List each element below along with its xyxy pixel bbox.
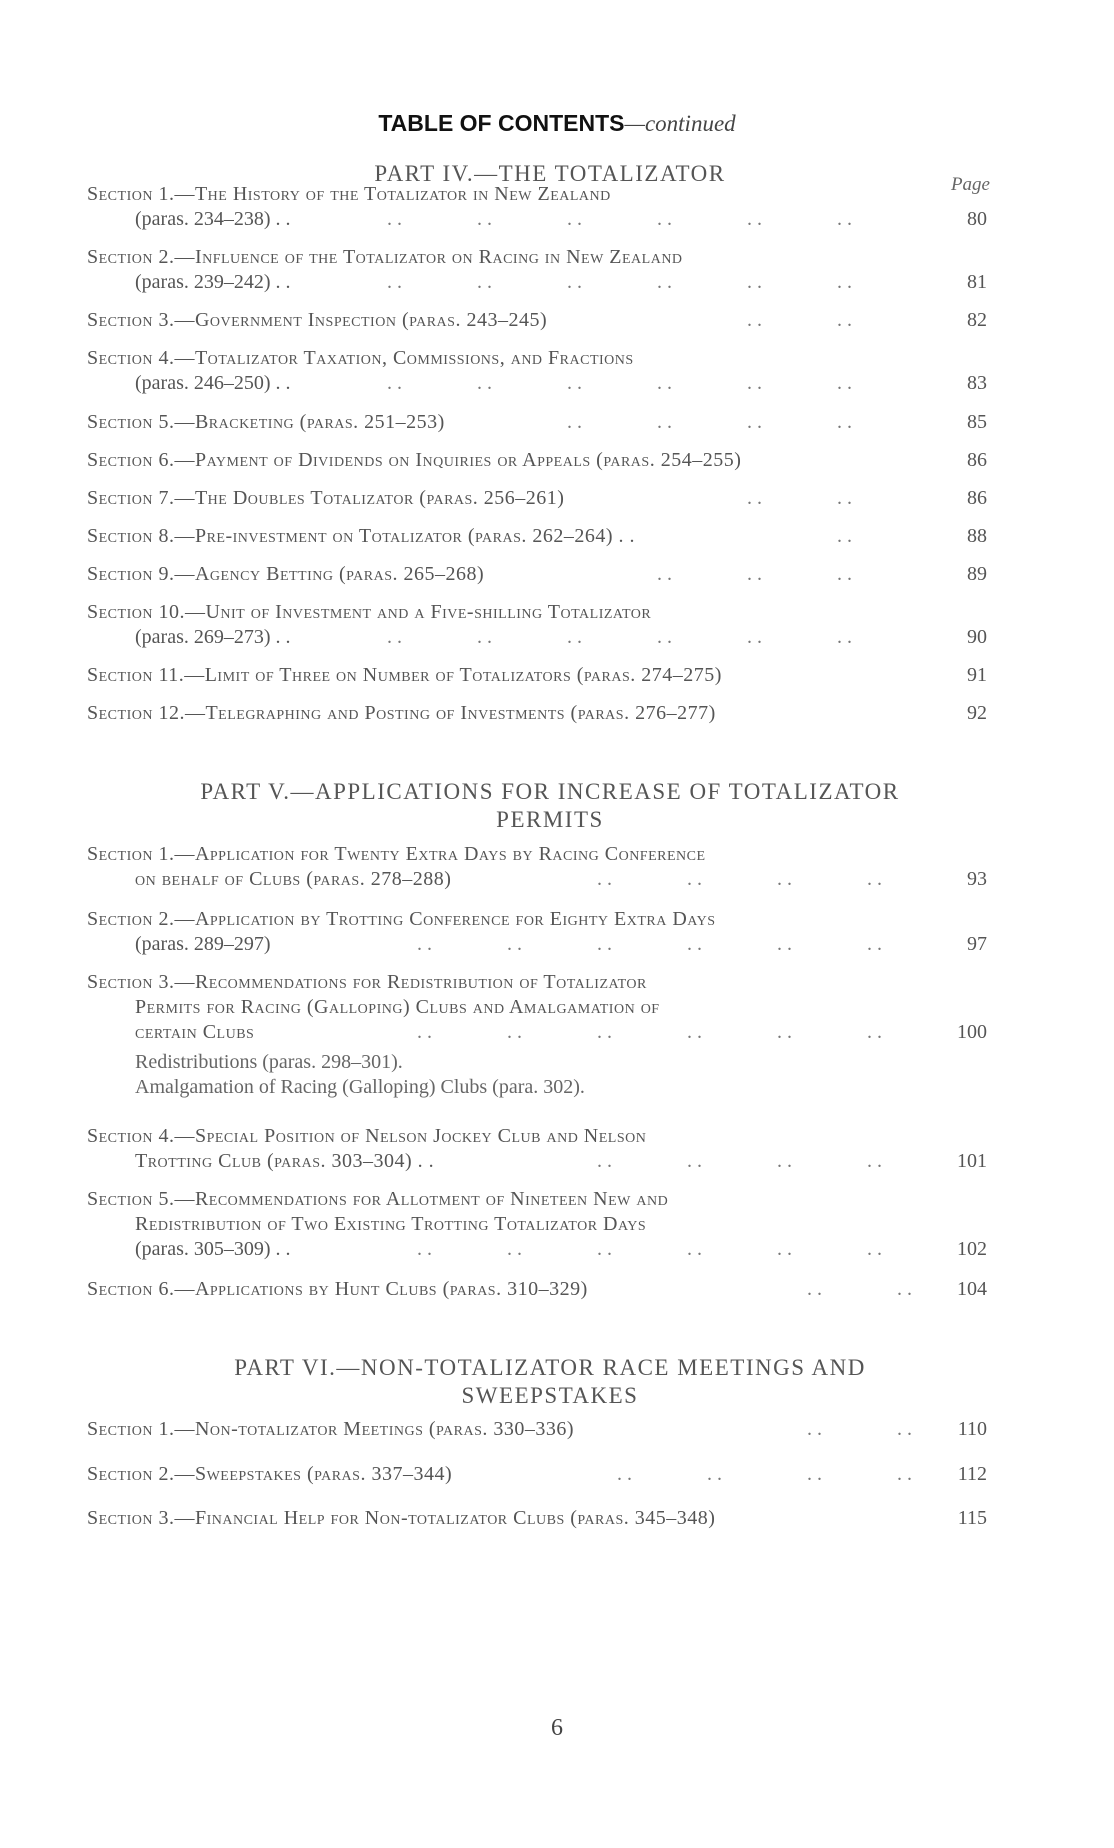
- title-continued: —continued: [624, 111, 736, 136]
- page-number: 83: [967, 372, 987, 394]
- toc-entry-vi-2[interactable]: Section 2.—Sweepstakes (paras. 337–344) . . . . . . . . 112: [87, 1463, 987, 1485]
- part-iv-heading: PART IV.—THE TOTALIZATOR: [374, 161, 726, 186]
- page-number: 92: [967, 702, 987, 724]
- page-number: 90: [967, 626, 987, 648]
- toc-entry-v-3[interactable]: Section 3.—Recommendations for Redistribution of Totalizator Permits for Racing (Galloping) Clubs and Amalgamation of certain Clubs . . . . . . . . . . . . 100: [87, 971, 987, 1043]
- page-number: 93: [967, 868, 987, 890]
- page-number: 102: [957, 1238, 987, 1260]
- page-number: 91: [967, 664, 987, 686]
- toc-entry-vi-3[interactable]: Section 3.—Financial Help for Non-totalizator Clubs (paras. 345–348) 115: [87, 1507, 987, 1529]
- toc-entry-iv-3[interactable]: Section 3.—Government Inspection (paras. 243–245) . . . . 82: [87, 309, 987, 331]
- toc-entry-iv-4[interactable]: Section 4.—Totalizator Taxation, Commissions, and Fractions (paras. 246–250) . . . . . . . . . . . . . . 83: [87, 347, 987, 394]
- toc-entry-v-2[interactable]: Section 2.—Application by Trotting Conference for Eighty Extra Days (paras. 289–297) . . . . . . . . . . . . 97: [87, 908, 987, 955]
- page-number: 88: [967, 525, 987, 547]
- page-number: 80: [967, 208, 987, 230]
- toc-entry-v-4[interactable]: Section 4.—Special Position of Nelson Jockey Club and Nelson Trotting Club (paras. 303–304) . . . . . . . . . . 101: [87, 1125, 987, 1172]
- page-title: TABLE OF CONTENTS—continued: [378, 110, 736, 136]
- page-number: 85: [967, 411, 987, 433]
- page-number: 86: [967, 487, 987, 509]
- toc-entry-iv-2[interactable]: Section 2.—Influence of the Totalizator on Racing in New Zealand (paras. 239–242) . . . . . . . . . . . . . . 81: [87, 246, 987, 293]
- page-number: 81: [967, 271, 987, 293]
- toc-entry-iv-8[interactable]: Section 8.—Pre-investment on Totalizator (paras. 262–264) . . . . 88: [87, 525, 987, 547]
- page-number: 82: [967, 309, 987, 331]
- toc-entry-iv-1[interactable]: Section 1.—The History of the Totalizator in New Zealand (paras. 234–238) . . . . . . . . . . . . . . 80: [87, 183, 987, 230]
- toc-entry-iv-9[interactable]: Section 9.—Agency Betting (paras. 265–268) . . . . . . 89: [87, 563, 987, 585]
- part-vi-heading: PART VI.—NON-TOTALIZATOR RACE MEETINGS AND SWEEPSTAKES: [234, 1355, 866, 1408]
- page-number: 100: [957, 1021, 987, 1043]
- page-number: 86: [967, 449, 987, 471]
- toc-entry-v-6[interactable]: Section 6.—Applications by Hunt Clubs (paras. 310–329) . . . . 104: [87, 1278, 987, 1300]
- page-number: 115: [957, 1507, 987, 1529]
- toc-entry-iv-12[interactable]: Section 12.—Telegraphing and Posting of Investments (paras. 276–277) 92: [87, 702, 987, 724]
- toc-entry-iv-5[interactable]: Section 5.—Bracketing (paras. 251–253) . . . . . . . . 85: [87, 411, 987, 433]
- toc-entry-iv-10[interactable]: Section 10.—Unit of Investment and a Five-shilling Totalizator (paras. 269–273) . . . . . . . . . . . . . . 90: [87, 601, 987, 648]
- page-number: 97: [967, 933, 987, 955]
- toc-entry-vi-1[interactable]: Section 1.—Non-totalizator Meetings (paras. 330–336) . . . . 110: [87, 1418, 987, 1440]
- page-number: 101: [957, 1150, 987, 1172]
- toc-subentry-amalgamation[interactable]: Amalgamation of Racing (Galloping) Clubs (para. 302).: [135, 1076, 585, 1098]
- page-number: 112: [957, 1463, 987, 1485]
- page-folio-number: 6: [551, 1715, 563, 1741]
- toc-entry-v-1[interactable]: Section 1.—Application for Twenty Extra Days by Racing Conference on behalf of Clubs (paras. 278–288) . . . . . . . . 93: [87, 843, 987, 890]
- page-number: 89: [967, 563, 987, 585]
- page-column-label: Page: [950, 174, 990, 195]
- toc-subentry-redistributions[interactable]: Redistributions (paras. 298–301).: [135, 1051, 403, 1073]
- toc-entry-iv-11[interactable]: Section 11.—Limit of Three on Number of Totalizators (paras. 274–275) 91: [87, 664, 987, 686]
- toc-entry-v-5[interactable]: Section 5.—Recommendations for Allotment of Nineteen New and Redistribution of Two Existing Trotting Totalizator Days (paras. 305–309) . . . . . . . . . . . . . . 102: [87, 1188, 987, 1260]
- toc-entry-iv-7[interactable]: Section 7.—The Doubles Totalizator (paras. 256–261) . . . . 86: [87, 487, 987, 509]
- toc-entry-iv-6[interactable]: Section 6.—Payment of Dividends on Inquiries or Appeals (paras. 254–255) 86: [87, 449, 987, 471]
- page-number: 110: [957, 1418, 987, 1440]
- page-number: 104: [957, 1278, 987, 1300]
- part-v-heading: PART V.—APPLICATIONS FOR INCREASE OF TOTALIZATOR PERMITS: [200, 779, 900, 832]
